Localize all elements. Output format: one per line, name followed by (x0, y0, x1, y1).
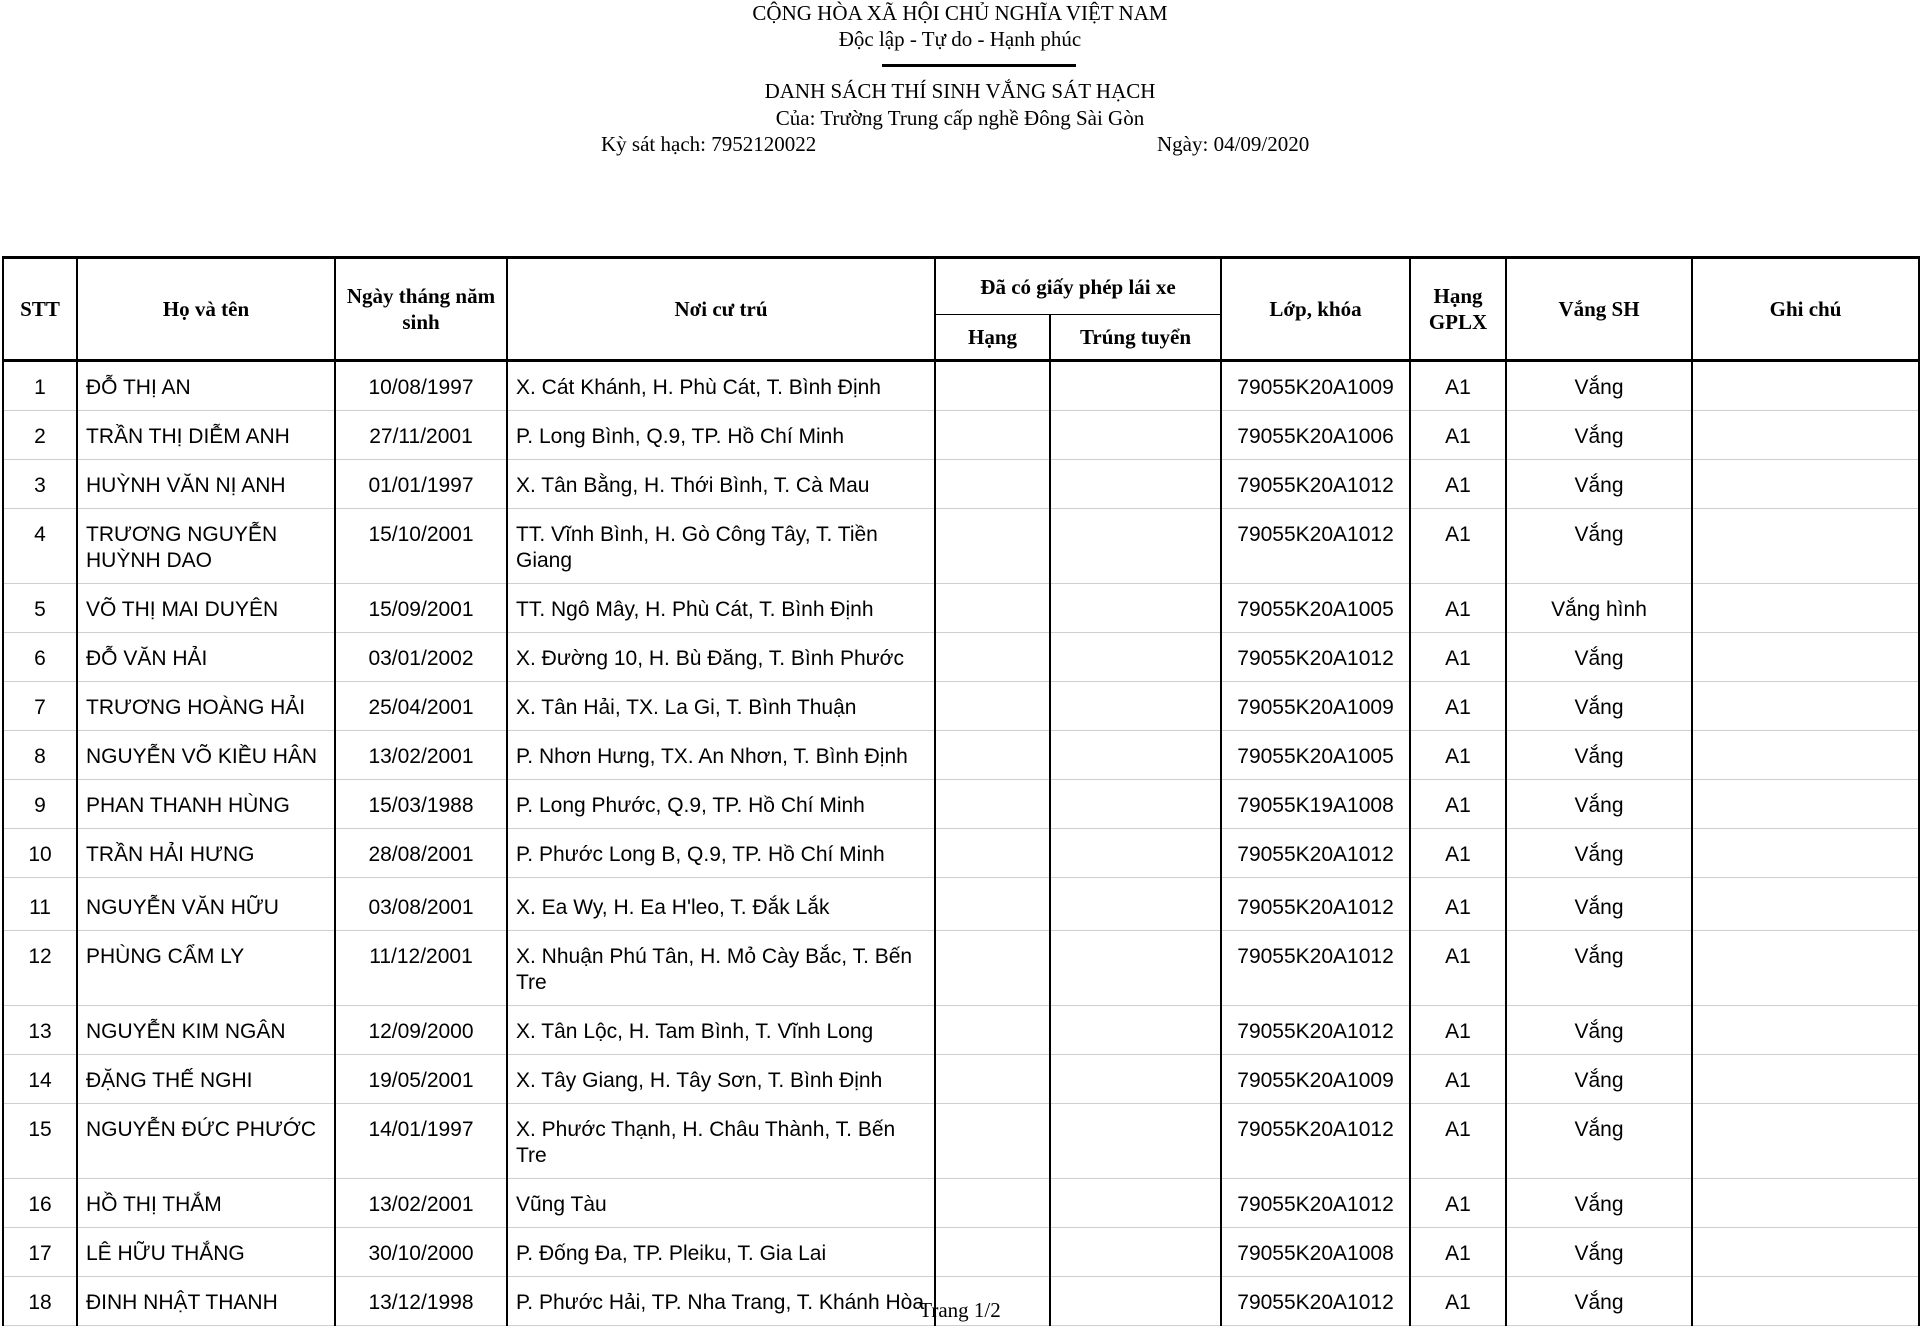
cell-stt: 6 (3, 633, 77, 682)
cell-selected (1050, 460, 1221, 509)
cell-license-class (935, 731, 1050, 780)
cell-dob: 30/10/2000 (335, 1228, 507, 1277)
nation-heading: CỘNG HÒA XÃ HỘI CHỦ NGHĨA VIỆT NAM (752, 1, 1168, 25)
cell-selected (1050, 829, 1221, 878)
cell-name: TRƯƠNG NGUYỄN HUỲNH DAO (77, 509, 335, 584)
cell-absent: Vắng (1506, 1055, 1692, 1104)
table-row (3, 829, 1919, 878)
cell-license-class (935, 878, 1050, 931)
cell-absent: Vắng (1506, 460, 1692, 509)
cell-license-class (935, 829, 1050, 878)
cell-stt: 16 (3, 1179, 77, 1228)
cell-stt: 9 (3, 780, 77, 829)
cell-gplx: A1 (1410, 1006, 1506, 1055)
cell-name: PHAN THANH HÙNG (77, 780, 335, 829)
cell-note (1692, 411, 1919, 460)
cell-stt: 10 (3, 829, 77, 878)
cell-stt: 2 (3, 411, 77, 460)
cell-name: NGUYỄN ĐỨC PHƯỚC (77, 1104, 335, 1179)
cell-residence: Vũng Tàu (507, 1179, 935, 1228)
cell-note (1692, 509, 1919, 584)
cell-name: ĐINH NHẬT THANH (77, 1277, 335, 1326)
cell-class-course: 79055K20A1012 (1221, 878, 1410, 931)
cell-class-course: 79055K20A1009 (1221, 361, 1410, 411)
cell-dob: 11/12/2001 (335, 931, 507, 1006)
cell-dob: 01/01/1997 (335, 460, 507, 509)
document-title: DANH SÁCH THÍ SINH VẮNG SÁT HẠCH (764, 79, 1156, 103)
cell-license-class (935, 633, 1050, 682)
cell-class-course: 79055K19A1008 (1221, 780, 1410, 829)
cell-name: TRƯƠNG HOÀNG HẢI (77, 682, 335, 731)
table-row (3, 584, 1919, 633)
cell-note (1692, 1228, 1919, 1277)
cell-note (1692, 460, 1919, 509)
cell-gplx: A1 (1410, 780, 1506, 829)
cell-absent: Vắng (1506, 361, 1692, 411)
col-dob: Ngày tháng năm sinh (335, 258, 507, 361)
cell-dob: 03/01/2002 (335, 633, 507, 682)
cell-absent: Vắng (1506, 411, 1692, 460)
cell-dob: 13/02/2001 (335, 731, 507, 780)
cell-name: ĐỖ VĂN HẢI (77, 633, 335, 682)
col-license-group: Đã có giấy phép lái xe (935, 258, 1221, 315)
cell-name: ĐỖ THỊ AN (77, 361, 335, 411)
cell-note (1692, 682, 1919, 731)
cell-dob: 13/12/1998 (335, 1277, 507, 1326)
table-row (3, 1006, 1919, 1055)
page-number: Trang 1/2 (919, 1298, 1001, 1322)
cell-residence: P. Nhơn Hưng, TX. An Nhơn, T. Bình Định (507, 731, 935, 780)
cell-stt: 1 (3, 361, 77, 411)
cell-absent: Vắng (1506, 1179, 1692, 1228)
cell-note (1692, 731, 1919, 780)
cell-license-class (935, 1228, 1050, 1277)
cell-stt: 5 (3, 584, 77, 633)
cell-stt: 17 (3, 1228, 77, 1277)
cell-license-class (935, 361, 1050, 411)
cell-gplx: A1 (1410, 460, 1506, 509)
motto: Độc lập - Tự do - Hạnh phúc (838, 27, 1082, 51)
cell-absent: Vắng (1506, 509, 1692, 584)
cell-class-course: 79055K20A1012 (1221, 509, 1410, 584)
cell-absent: Vắng (1506, 1277, 1692, 1326)
cell-name: PHÙNG CẨM LY (77, 931, 335, 1006)
cell-residence: X. Đường 10, H. Bù Đăng, T. Bình Phước (507, 633, 935, 682)
cell-dob: 03/08/2001 (335, 878, 507, 931)
cell-class-course: 79055K20A1012 (1221, 1104, 1410, 1179)
cell-note (1692, 780, 1919, 829)
cell-class-course: 79055K20A1006 (1221, 411, 1410, 460)
col-gplx: Hạng GPLX (1410, 258, 1506, 361)
cell-license-class (935, 584, 1050, 633)
col-absent: Vắng SH (1506, 258, 1692, 361)
cell-name: TRẦN HẢI HƯNG (77, 829, 335, 878)
cell-residence: P. Phước Long B, Q.9, TP. Hồ Chí Minh (507, 829, 935, 878)
cell-class-course: 79055K20A1005 (1221, 584, 1410, 633)
cell-name: LÊ HỮU THẮNG (77, 1228, 335, 1277)
table-row (3, 411, 1919, 460)
col-note: Ghi chú (1692, 258, 1919, 361)
cell-class-course: 79055K20A1005 (1221, 731, 1410, 780)
col-license-class: Hạng (935, 315, 1050, 361)
table-row (3, 1104, 1919, 1179)
cell-stt: 11 (3, 878, 77, 931)
cell-gplx: A1 (1410, 829, 1506, 878)
cell-absent: Vắng (1506, 1006, 1692, 1055)
cell-selected (1050, 682, 1221, 731)
cell-selected (1050, 731, 1221, 780)
cell-gplx: A1 (1410, 509, 1506, 584)
cell-name: NGUYỄN VÕ KIỀU HÂN (77, 731, 335, 780)
cell-note (1692, 361, 1919, 411)
cell-license-class (935, 931, 1050, 1006)
cell-gplx: A1 (1410, 731, 1506, 780)
cell-residence: X. Tân Lộc, H. Tam Bình, T. Vĩnh Long (507, 1006, 935, 1055)
cell-stt: 15 (3, 1104, 77, 1179)
cell-name: HUỲNH VĂN NỊ ANH (77, 460, 335, 509)
cell-absent: Vắng (1506, 931, 1692, 1006)
cell-dob: 19/05/2001 (335, 1055, 507, 1104)
cell-gplx: A1 (1410, 1104, 1506, 1179)
cell-stt: 14 (3, 1055, 77, 1104)
table-row (3, 509, 1919, 584)
absent-candidates-table (2, 256, 1920, 1326)
col-name: Họ và tên (77, 258, 335, 361)
table-row (3, 1055, 1919, 1104)
cell-selected (1050, 361, 1221, 411)
cell-note (1692, 1055, 1919, 1104)
cell-class-course: 79055K20A1012 (1221, 1277, 1410, 1326)
exam-date: Ngày: 04/09/2020 (1157, 132, 1310, 156)
cell-stt: 8 (3, 731, 77, 780)
cell-selected (1050, 780, 1221, 829)
cell-license-class (935, 1104, 1050, 1179)
table-row (3, 361, 1919, 411)
cell-gplx: A1 (1410, 1228, 1506, 1277)
cell-residence: X. Phước Thạnh, H. Châu Thành, T. Bến Tre (507, 1104, 935, 1179)
table-row (3, 931, 1919, 1006)
cell-residence: X. Ea Wy, H. Ea H'leo, T. Đắk Lắk (507, 878, 935, 931)
cell-class-course: 79055K20A1012 (1221, 1006, 1410, 1055)
cell-absent: Vắng (1506, 1228, 1692, 1277)
cell-note (1692, 1104, 1919, 1179)
cell-dob: 15/03/1988 (335, 780, 507, 829)
cell-gplx: A1 (1410, 584, 1506, 633)
cell-residence: P. Long Bình, Q.9, TP. Hồ Chí Minh (507, 411, 935, 460)
cell-note (1692, 1006, 1919, 1055)
cell-class-course: 79055K20A1012 (1221, 633, 1410, 682)
cell-dob: 15/09/2001 (335, 584, 507, 633)
cell-class-course: 79055K20A1009 (1221, 1055, 1410, 1104)
cell-stt: 4 (3, 509, 77, 584)
cell-license-class (935, 682, 1050, 731)
col-residence: Nơi cư trú (507, 258, 935, 361)
cell-class-course: 79055K20A1009 (1221, 682, 1410, 731)
cell-license-class (935, 1179, 1050, 1228)
table-row (3, 731, 1919, 780)
cell-absent: Vắng (1506, 878, 1692, 931)
cell-selected (1050, 1006, 1221, 1055)
cell-absent: Vắng (1506, 829, 1692, 878)
school-name: Của: Trường Trung cấp nghề Đông Sài Gòn (775, 106, 1145, 130)
cell-license-class (935, 509, 1050, 584)
cell-note (1692, 829, 1919, 878)
cell-selected (1050, 509, 1221, 584)
cell-stt: 3 (3, 460, 77, 509)
table-header (3, 258, 1919, 361)
cell-class-course: 79055K20A1012 (1221, 1179, 1410, 1228)
cell-absent: Vắng hình (1506, 584, 1692, 633)
col-selected: Trúng tuyển (1050, 315, 1221, 361)
cell-note (1692, 878, 1919, 931)
cell-residence: X. Nhuận Phú Tân, H. Mỏ Cày Bắc, T. Bến Tre (507, 931, 935, 1006)
exam-session: Kỳ sát hạch: 7952120022 (601, 132, 817, 156)
cell-selected (1050, 1179, 1221, 1228)
col-stt: STT (3, 258, 77, 361)
cell-name: VÕ THỊ MAI DUYÊN (77, 584, 335, 633)
cell-class-course: 79055K20A1012 (1221, 931, 1410, 1006)
cell-gplx: A1 (1410, 361, 1506, 411)
cell-selected (1050, 633, 1221, 682)
cell-residence: X. Cát Khánh, H. Phù Cát, T. Bình Định (507, 361, 935, 411)
table-row (3, 682, 1919, 731)
cell-name: NGUYỄN KIM NGÂN (77, 1006, 335, 1055)
cell-license-class (935, 1006, 1050, 1055)
cell-class-course: 79055K20A1008 (1221, 1228, 1410, 1277)
cell-stt: 12 (3, 931, 77, 1006)
cell-name: TRẦN THỊ DIỄM ANH (77, 411, 335, 460)
cell-gplx: A1 (1410, 682, 1506, 731)
cell-name: HỒ THỊ THẮM (77, 1179, 335, 1228)
col-class-course: Lớp, khóa (1221, 258, 1410, 361)
cell-dob: 27/11/2001 (335, 411, 507, 460)
cell-absent: Vắng (1506, 682, 1692, 731)
cell-absent: Vắng (1506, 731, 1692, 780)
table-row (3, 633, 1919, 682)
cell-dob: 25/04/2001 (335, 682, 507, 731)
cell-dob: 13/02/2001 (335, 1179, 507, 1228)
cell-gplx: A1 (1410, 931, 1506, 1006)
table-row (3, 878, 1919, 931)
motto-underline (882, 64, 1076, 67)
cell-residence: TT. Ngô Mây, H. Phù Cát, T. Bình Định (507, 584, 935, 633)
table-body (3, 361, 1919, 1326)
cell-selected (1050, 584, 1221, 633)
cell-license-class (935, 411, 1050, 460)
cell-gplx: A1 (1410, 1179, 1506, 1228)
cell-stt: 7 (3, 682, 77, 731)
cell-selected (1050, 878, 1221, 931)
cell-absent: Vắng (1506, 780, 1692, 829)
cell-note (1692, 633, 1919, 682)
table-row (3, 1228, 1919, 1277)
cell-gplx: A1 (1410, 1277, 1506, 1326)
cell-stt: 18 (3, 1277, 77, 1326)
table-row (3, 460, 1919, 509)
cell-license-class (935, 460, 1050, 509)
cell-residence: X. Tân Hải, TX. La Gi, T. Bình Thuận (507, 682, 935, 731)
cell-selected (1050, 1055, 1221, 1104)
cell-dob: 28/08/2001 (335, 829, 507, 878)
cell-license-class (935, 780, 1050, 829)
cell-dob: 10/08/1997 (335, 361, 507, 411)
cell-class-course: 79055K20A1012 (1221, 829, 1410, 878)
cell-selected (1050, 1104, 1221, 1179)
cell-gplx: A1 (1410, 878, 1506, 931)
cell-selected (1050, 1228, 1221, 1277)
cell-note (1692, 1179, 1919, 1228)
cell-name: ĐẶNG THẾ NGHI (77, 1055, 335, 1104)
cell-gplx: A1 (1410, 1055, 1506, 1104)
cell-dob: 15/10/2001 (335, 509, 507, 584)
cell-absent: Vắng (1506, 1104, 1692, 1179)
cell-selected (1050, 931, 1221, 1006)
cell-dob: 14/01/1997 (335, 1104, 507, 1179)
cell-residence: TT. Vĩnh Bình, H. Gò Công Tây, T. Tiền Giang (507, 509, 935, 584)
cell-gplx: A1 (1410, 411, 1506, 460)
cell-gplx: A1 (1410, 633, 1506, 682)
cell-residence: P. Phước Hải, TP. Nha Trang, T. Khánh Hòa (507, 1277, 935, 1326)
cell-selected (1050, 411, 1221, 460)
cell-name: NGUYỄN VĂN HỮU (77, 878, 335, 931)
cell-note (1692, 931, 1919, 1006)
cell-residence: X. Tân Bằng, H. Thới Bình, T. Cà Mau (507, 460, 935, 509)
table-row (3, 780, 1919, 829)
cell-dob: 12/09/2000 (335, 1006, 507, 1055)
cell-absent: Vắng (1506, 633, 1692, 682)
cell-residence: P. Đống Đa, TP. Pleiku, T. Gia Lai (507, 1228, 935, 1277)
cell-note (1692, 584, 1919, 633)
cell-residence: X. Tây Giang, H. Tây Sơn, T. Bình Định (507, 1055, 935, 1104)
cell-license-class (935, 1055, 1050, 1104)
cell-stt: 13 (3, 1006, 77, 1055)
table-row (3, 1179, 1919, 1228)
cell-residence: P. Long Phước, Q.9, TP. Hồ Chí Minh (507, 780, 935, 829)
cell-class-course: 79055K20A1012 (1221, 460, 1410, 509)
